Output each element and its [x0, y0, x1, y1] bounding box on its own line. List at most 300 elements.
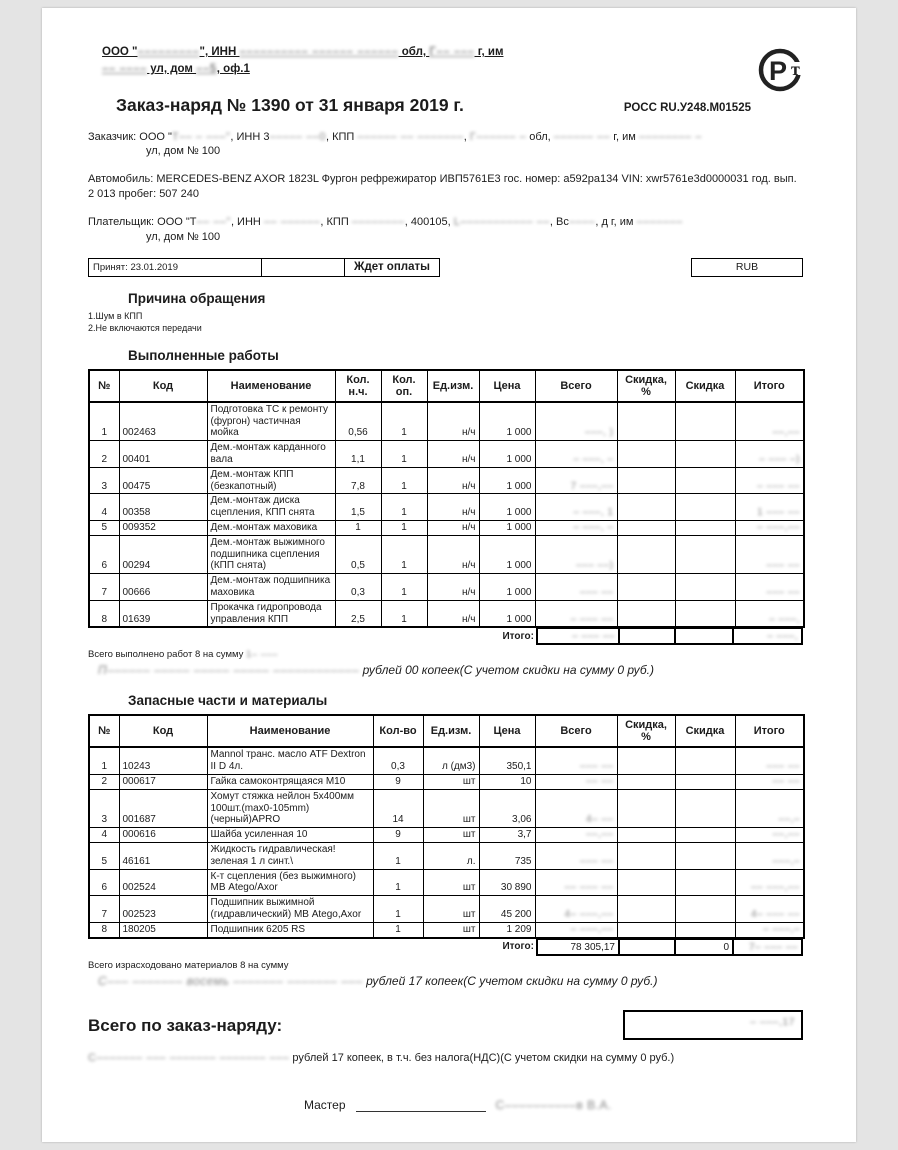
table-cell — [675, 535, 735, 573]
table-cell: 45 200 — [479, 896, 535, 923]
header-row — [89, 715, 804, 747]
table-cell — [535, 521, 617, 536]
redacted-text: С––– ––––––– восемь ––––––– ––––––– ––– — [98, 973, 363, 988]
table-cell: Дем.-монтаж подшипника маховика — [207, 574, 335, 601]
table-cell: 000616 — [119, 828, 207, 843]
table-cell — [617, 922, 675, 937]
text-segment: ", ИНН — [199, 46, 240, 58]
redacted-text: ––––– ––0 — [269, 130, 326, 143]
table-cell: 1 000 — [479, 402, 535, 441]
payer-address-line: ул, дом № 100 — [146, 230, 221, 243]
text-segment: , 400105, — [404, 215, 454, 228]
table-cell — [617, 828, 675, 843]
table-cell — [617, 869, 675, 896]
table-cell: 1 000 — [479, 494, 535, 521]
grand-total-box — [623, 1010, 803, 1040]
materials-totals-row — [88, 938, 803, 956]
table-cell — [735, 896, 804, 923]
redacted-value: ––,– — [778, 814, 800, 826]
redacted-text: С––––––––––в В.А. — [495, 1097, 612, 1112]
certification-number: РОСС RU.У248.М01525 — [623, 101, 751, 114]
table-cell: 1 — [381, 521, 427, 536]
column-header: Скидка, % — [617, 370, 675, 402]
table-cell: 002463 — [119, 402, 207, 441]
materials-sum-in-words — [88, 974, 803, 988]
master-label: Мастер — [304, 1097, 346, 1112]
redacted-value: – –––,–– — [757, 522, 800, 534]
redacted-text: ––5 — [196, 63, 217, 76]
text-segment: обл, — [398, 46, 430, 58]
table-cell: Подшипник выжимной (гидравлический) МВ Atego,Axor — [207, 896, 373, 923]
table-cell: 1,1 — [335, 441, 381, 468]
redacted-value: – –––,– — [763, 923, 800, 935]
redacted-value: ––,–– — [585, 829, 614, 841]
table-cell: 7 — [89, 896, 119, 923]
text-segment: Всего израсходовано материалов 8 на сумму — [88, 959, 289, 971]
table-cell — [735, 842, 804, 869]
table-cell: 2 — [89, 774, 119, 789]
text-segment: , — [463, 130, 470, 143]
table-cell: 00475 — [119, 467, 207, 494]
text-segment: Заказчик: ООО " — [88, 130, 172, 143]
table-cell: 30 890 — [479, 869, 535, 896]
column-header: Итого — [735, 715, 804, 747]
table-cell: Жидкость гидравлическая! зеленая 1 л синт.\ — [207, 842, 373, 869]
redacted-value: – –––, – — [573, 454, 614, 466]
vehicle-line: Автомобиль: MERCEDES-BENZ AXOR 1823L Фургон рефрежиратор ИВП5761Е3 гос. номер: а592ра134 VIN: xwr5761e3d0000031 год. вып. 2 013 пробег: 507 240 — [88, 173, 797, 201]
table-cell — [535, 441, 617, 468]
redacted-value: 4– ––– –– — [751, 908, 800, 920]
grand-total-value: – –––,17 — [750, 1015, 795, 1028]
table-cell: 6 — [89, 869, 119, 896]
table-row — [89, 896, 804, 923]
table-cell — [617, 402, 675, 441]
table-cell — [735, 521, 804, 536]
redacted-text: С––––––– ––– ––––––– ––––––– ––– — [88, 1051, 290, 1064]
table-cell: н/ч — [427, 600, 479, 627]
table-cell: 3,06 — [479, 789, 535, 827]
company-header-line2 — [102, 61, 628, 78]
table-cell: 5 — [89, 521, 119, 536]
redacted-text: L––––––––––– –– — [453, 215, 550, 228]
column-header: Наименование — [207, 370, 335, 402]
totals-label: Итого: — [502, 630, 534, 642]
table-cell — [535, 574, 617, 601]
table-cell — [535, 869, 617, 896]
table-cell: 00294 — [119, 535, 207, 573]
table-cell: 00358 — [119, 494, 207, 521]
totals-value-box — [732, 938, 803, 956]
redacted-text: –––––––––– –––––– –––––– — [239, 46, 399, 58]
table-cell: 1 — [373, 842, 423, 869]
redacted-text: ––––––––– — [137, 46, 200, 58]
column-header: № — [89, 715, 119, 747]
materials-footer — [88, 960, 803, 971]
redacted-value: – –––, — [767, 631, 798, 643]
text-segment: Плательщик: ООО "Т — [88, 215, 197, 228]
column-header: № — [89, 370, 119, 402]
totals-value-box — [732, 627, 803, 645]
table-cell — [535, 494, 617, 521]
table-cell: 1 — [381, 467, 427, 494]
table-cell — [675, 789, 735, 827]
text-segment: , КПП — [320, 215, 352, 228]
redacted-value: – ––– –) — [759, 454, 800, 466]
table-cell: 001687 — [119, 789, 207, 827]
table-cell: 9 — [373, 774, 423, 789]
table-cell — [675, 842, 735, 869]
redacted-value: – ––– –– — [572, 631, 615, 643]
redacted-value: 1 ––– –– — [757, 507, 800, 519]
table-row — [89, 402, 804, 441]
grand-total-row — [88, 1010, 803, 1044]
table-cell: Подшипник 6205 RS — [207, 922, 373, 937]
table-cell: 0,3 — [373, 747, 423, 774]
table-cell: н/ч — [427, 402, 479, 441]
redacted-text: Т–– – –––" — [171, 130, 231, 143]
table-row — [89, 467, 804, 494]
redacted-value: –– –––,–– — [751, 882, 800, 894]
table-cell: Хомут стяжка нейлон 5х400мм 100шт.(max0-105mm)(черный)APRO — [207, 789, 373, 827]
text-segment: , д г, им — [595, 215, 637, 228]
accepted-date: Принят: 23.01.2019 — [93, 261, 178, 273]
column-header: Цена — [479, 370, 535, 402]
table-cell — [675, 467, 735, 494]
redacted-value: ––– –– — [579, 855, 614, 867]
table-cell: 1 — [381, 494, 427, 521]
table-cell — [735, 747, 804, 774]
table-cell: 1,5 — [335, 494, 381, 521]
table-cell: н/ч — [427, 521, 479, 536]
table-cell — [735, 789, 804, 827]
redacted-text: –––––– –– ––––––– — [357, 130, 464, 143]
redacted-text: –––––––– – — [638, 130, 702, 143]
text-segment: Всего выполнено работ 8 на сумму — [88, 649, 247, 661]
table-cell — [675, 494, 735, 521]
table-cell — [675, 441, 735, 468]
table-cell: 1 — [373, 869, 423, 896]
table-cell — [617, 747, 675, 774]
table-cell — [735, 774, 804, 789]
column-header: Кол-во — [373, 715, 423, 747]
company-header — [88, 44, 628, 79]
table-cell — [617, 842, 675, 869]
column-header: Кол. н.ч. — [335, 370, 381, 402]
table-cell: 5 — [89, 842, 119, 869]
table-cell: 1 — [381, 600, 427, 627]
table-cell: 0,3 — [335, 574, 381, 601]
status-empty-cell — [261, 259, 344, 276]
table-cell — [535, 600, 617, 627]
customer-line — [88, 130, 803, 145]
table-cell — [675, 747, 735, 774]
table-cell — [675, 574, 735, 601]
payer-block — [88, 215, 803, 245]
customer-address-line: ул, дом № 100 — [146, 145, 221, 158]
redacted-value: –– –– — [772, 775, 800, 787]
table-cell: К-т сцепления (без выжимного) МВ Atego/Axor — [207, 869, 373, 896]
table-cell — [617, 494, 675, 521]
table-cell: Прокачка гидропровода управления КПП — [207, 600, 335, 627]
pct-certification-logo-icon — [758, 42, 804, 101]
svg-text:Р: Р — [769, 56, 788, 86]
table-cell — [617, 535, 675, 573]
text-segment: обл, — [526, 130, 554, 143]
table-cell — [675, 600, 735, 627]
redacted-value: – ––– –– — [570, 613, 614, 625]
grand-total-label: Всего по заказ-наряду: — [88, 1015, 283, 1035]
redacted-text: П–––––– ––––– ––––– ––––– –––––––––––– — [98, 663, 360, 678]
redacted-text: –– ––" — [196, 215, 231, 228]
table-cell: н/ч — [427, 467, 479, 494]
table-row — [89, 747, 804, 774]
totals-value-box — [618, 627, 676, 645]
column-header: Скидка, % — [617, 715, 675, 747]
table-cell: Дем.-монтаж КПП (безкапотный) — [207, 467, 335, 494]
table-cell: 8 — [89, 600, 119, 627]
table-cell: 10243 — [119, 747, 207, 774]
table-cell: 009352 — [119, 521, 207, 536]
totals-value-box: 0 — [674, 938, 734, 956]
table-cell — [535, 467, 617, 494]
table-cell — [535, 896, 617, 923]
column-header: Всего — [535, 715, 617, 747]
table-cell — [675, 828, 735, 843]
table-cell: 00666 — [119, 574, 207, 601]
table-cell: 3,7 — [479, 828, 535, 843]
table-cell — [675, 922, 735, 937]
table-cell: 1 — [373, 922, 423, 937]
table-row — [89, 789, 804, 827]
text-segment: , оф.1 — [216, 63, 250, 76]
text-segment: рублей 17 копеек, в т.ч. без налога(НДС)(С учетом скидки на сумму 0 руб.) — [289, 1051, 675, 1064]
table-cell: 6 — [89, 535, 119, 573]
table-cell: Дем.-монтаж выжимного подшипника сцепления (КПП снята) — [207, 535, 335, 573]
table-cell: 1 000 — [479, 535, 535, 573]
column-header: Ед.изм. — [427, 370, 479, 402]
payment-status: Ждет оплаты — [344, 259, 439, 276]
table-cell: 1 — [89, 747, 119, 774]
redacted-text: –––– — [568, 215, 596, 228]
table-cell — [617, 574, 675, 601]
redacted-text: –––––– –– — [553, 130, 611, 143]
table-cell — [675, 521, 735, 536]
table-row — [89, 922, 804, 937]
table-cell: 01639 — [119, 600, 207, 627]
table-cell — [617, 774, 675, 789]
redacted-value: –––,– — [772, 855, 800, 867]
status-row — [88, 258, 803, 277]
table-cell — [735, 869, 804, 896]
redacted-value: – –––, 1 — [573, 507, 614, 519]
column-header: Цена — [479, 715, 535, 747]
table-cell — [617, 896, 675, 923]
table-cell: 002524 — [119, 869, 207, 896]
table-cell — [535, 828, 617, 843]
table-cell: 7,8 — [335, 467, 381, 494]
text-segment: , ИНН — [230, 215, 264, 228]
table-cell: 2,5 — [335, 600, 381, 627]
table-cell: 1 — [381, 535, 427, 573]
table-cell — [735, 600, 804, 627]
table-cell: 4 — [89, 828, 119, 843]
redacted-value: 7 –––,–– — [570, 480, 614, 492]
master-row — [88, 1098, 803, 1112]
table-cell — [535, 402, 617, 441]
table-cell: 1 — [373, 896, 423, 923]
totals-value-box — [618, 938, 676, 956]
table-row — [89, 842, 804, 869]
table-cell: 10 — [479, 774, 535, 789]
text-segment: г, им — [610, 130, 639, 143]
works-footer — [88, 649, 803, 660]
text-segment: рублей 17 копеек(С учетом скидки на сумму 0 руб.) — [362, 973, 658, 988]
table-cell — [675, 896, 735, 923]
table-cell: 000617 — [119, 774, 207, 789]
table-cell: 1 000 — [479, 600, 535, 627]
table-row — [89, 441, 804, 468]
column-header: Код — [119, 715, 207, 747]
table-cell: 1 000 — [479, 441, 535, 468]
text-segment: , Вс — [549, 215, 569, 228]
table-row — [89, 600, 804, 627]
redacted-value: ––,–– — [772, 829, 800, 841]
table-cell — [535, 747, 617, 774]
works-table — [88, 369, 805, 629]
redacted-value: 4– –––,–– — [564, 908, 614, 920]
table-cell: шт — [423, 896, 479, 923]
redacted-value: ––– –– — [579, 761, 614, 773]
table-row — [89, 535, 804, 573]
table-cell: 0,5 — [335, 535, 381, 573]
document-title: Заказ-наряд № 1390 от 31 января 2019 г. — [116, 94, 464, 115]
table-cell: 0,56 — [335, 402, 381, 441]
redacted-text: –––––––– — [351, 215, 405, 228]
table-cell — [735, 494, 804, 521]
table-cell — [617, 600, 675, 627]
redacted-text: 1– ––– — [246, 649, 279, 661]
table-cell: 735 — [479, 842, 535, 869]
table-cell: 9 — [373, 828, 423, 843]
table-cell — [735, 828, 804, 843]
table-cell: 3 — [89, 467, 119, 494]
redacted-value: 4– –– — [585, 814, 614, 826]
table-cell: н/ч — [427, 535, 479, 573]
table-cell: 2 — [89, 441, 119, 468]
table-row — [89, 869, 804, 896]
table-cell: 1 — [381, 574, 427, 601]
reason-item: 2.Не включаются передачи — [88, 322, 202, 333]
table-cell — [675, 402, 735, 441]
table-cell: 00401 — [119, 441, 207, 468]
table-cell — [535, 789, 617, 827]
works-sum-in-words — [88, 663, 803, 677]
table-cell: Шайба усиленная 10 — [207, 828, 373, 843]
table-cell: 002523 — [119, 896, 207, 923]
text-segment: г, им — [474, 46, 504, 58]
redacted-value: –– –– — [585, 775, 614, 787]
redacted-value: –– ––– –– — [564, 882, 614, 894]
text-segment: , КПП — [325, 130, 358, 143]
table-cell — [617, 467, 675, 494]
redacted-text: –– –––––– — [263, 215, 321, 228]
table-cell — [675, 869, 735, 896]
table-cell — [735, 574, 804, 601]
table-cell: н/ч — [427, 494, 479, 521]
table-cell: л (дм3) — [423, 747, 479, 774]
status-box — [88, 258, 440, 277]
table-cell: 1 000 — [479, 521, 535, 536]
table-cell — [617, 441, 675, 468]
redacted-value: ––– –– — [766, 587, 800, 598]
table-cell: 1 209 — [479, 922, 535, 937]
table-cell: 8 — [89, 922, 119, 937]
table-cell: Дем.-монтаж карданного вала — [207, 441, 335, 468]
redacted-value: – –––,–– — [570, 923, 614, 935]
redacted-value: – –––, – — [573, 522, 614, 534]
table-cell: н/ч — [427, 441, 479, 468]
column-header: Всего — [535, 370, 617, 402]
table-cell: 3 — [89, 789, 119, 827]
redacted-text: Г–– ––– — [429, 46, 475, 58]
reason-items — [88, 310, 803, 334]
table-cell — [735, 535, 804, 573]
text-segment: , ИНН 3 — [230, 130, 270, 143]
customer-block — [88, 130, 803, 160]
table-row — [89, 828, 804, 843]
table-cell — [735, 441, 804, 468]
redacted-value: ––– –– — [766, 761, 800, 773]
grand-total-in-words — [88, 1052, 803, 1064]
table-row — [89, 494, 804, 521]
materials-section-title: Запасные части и материалы — [128, 693, 328, 709]
svg-text:т: т — [791, 59, 800, 79]
table-cell: л. — [423, 842, 479, 869]
redacted-value: ––– –– — [766, 560, 800, 572]
table-cell: шт — [423, 922, 479, 937]
table-cell: 14 — [373, 789, 423, 827]
master-name — [496, 1098, 612, 1112]
header-row — [89, 370, 804, 402]
column-header: Код — [119, 370, 207, 402]
text-segment: ул, дом — [147, 63, 197, 76]
table-cell: 46161 — [119, 842, 207, 869]
table-cell — [535, 535, 617, 573]
totals-value-box — [674, 627, 734, 645]
column-header: Ед.изм. — [423, 715, 479, 747]
totals-label: Итого: — [502, 941, 534, 953]
materials-table — [88, 714, 805, 938]
table-cell: шт — [423, 774, 479, 789]
redacted-text: ––––––– — [636, 215, 683, 228]
table-cell — [617, 789, 675, 827]
totals-value-box: 78 305,17 — [536, 938, 620, 956]
redacted-value: – ––– –– — [757, 480, 800, 492]
totals-value-box — [536, 627, 620, 645]
table-cell: шт — [423, 828, 479, 843]
table-cell — [735, 402, 804, 441]
vehicle-block — [88, 172, 803, 202]
table-row — [89, 521, 804, 536]
table-cell — [535, 774, 617, 789]
redacted-text: Г–––––– – — [469, 130, 527, 143]
table-cell: 1 — [89, 402, 119, 441]
column-header: Скидка — [675, 370, 735, 402]
table-cell: Дем.-монтаж маховика — [207, 521, 335, 536]
table-cell: 7 — [89, 574, 119, 601]
table-cell: Подготовка ТС к ремонту (фургон) частичная мойка — [207, 402, 335, 441]
table-cell: 1 000 — [479, 574, 535, 601]
